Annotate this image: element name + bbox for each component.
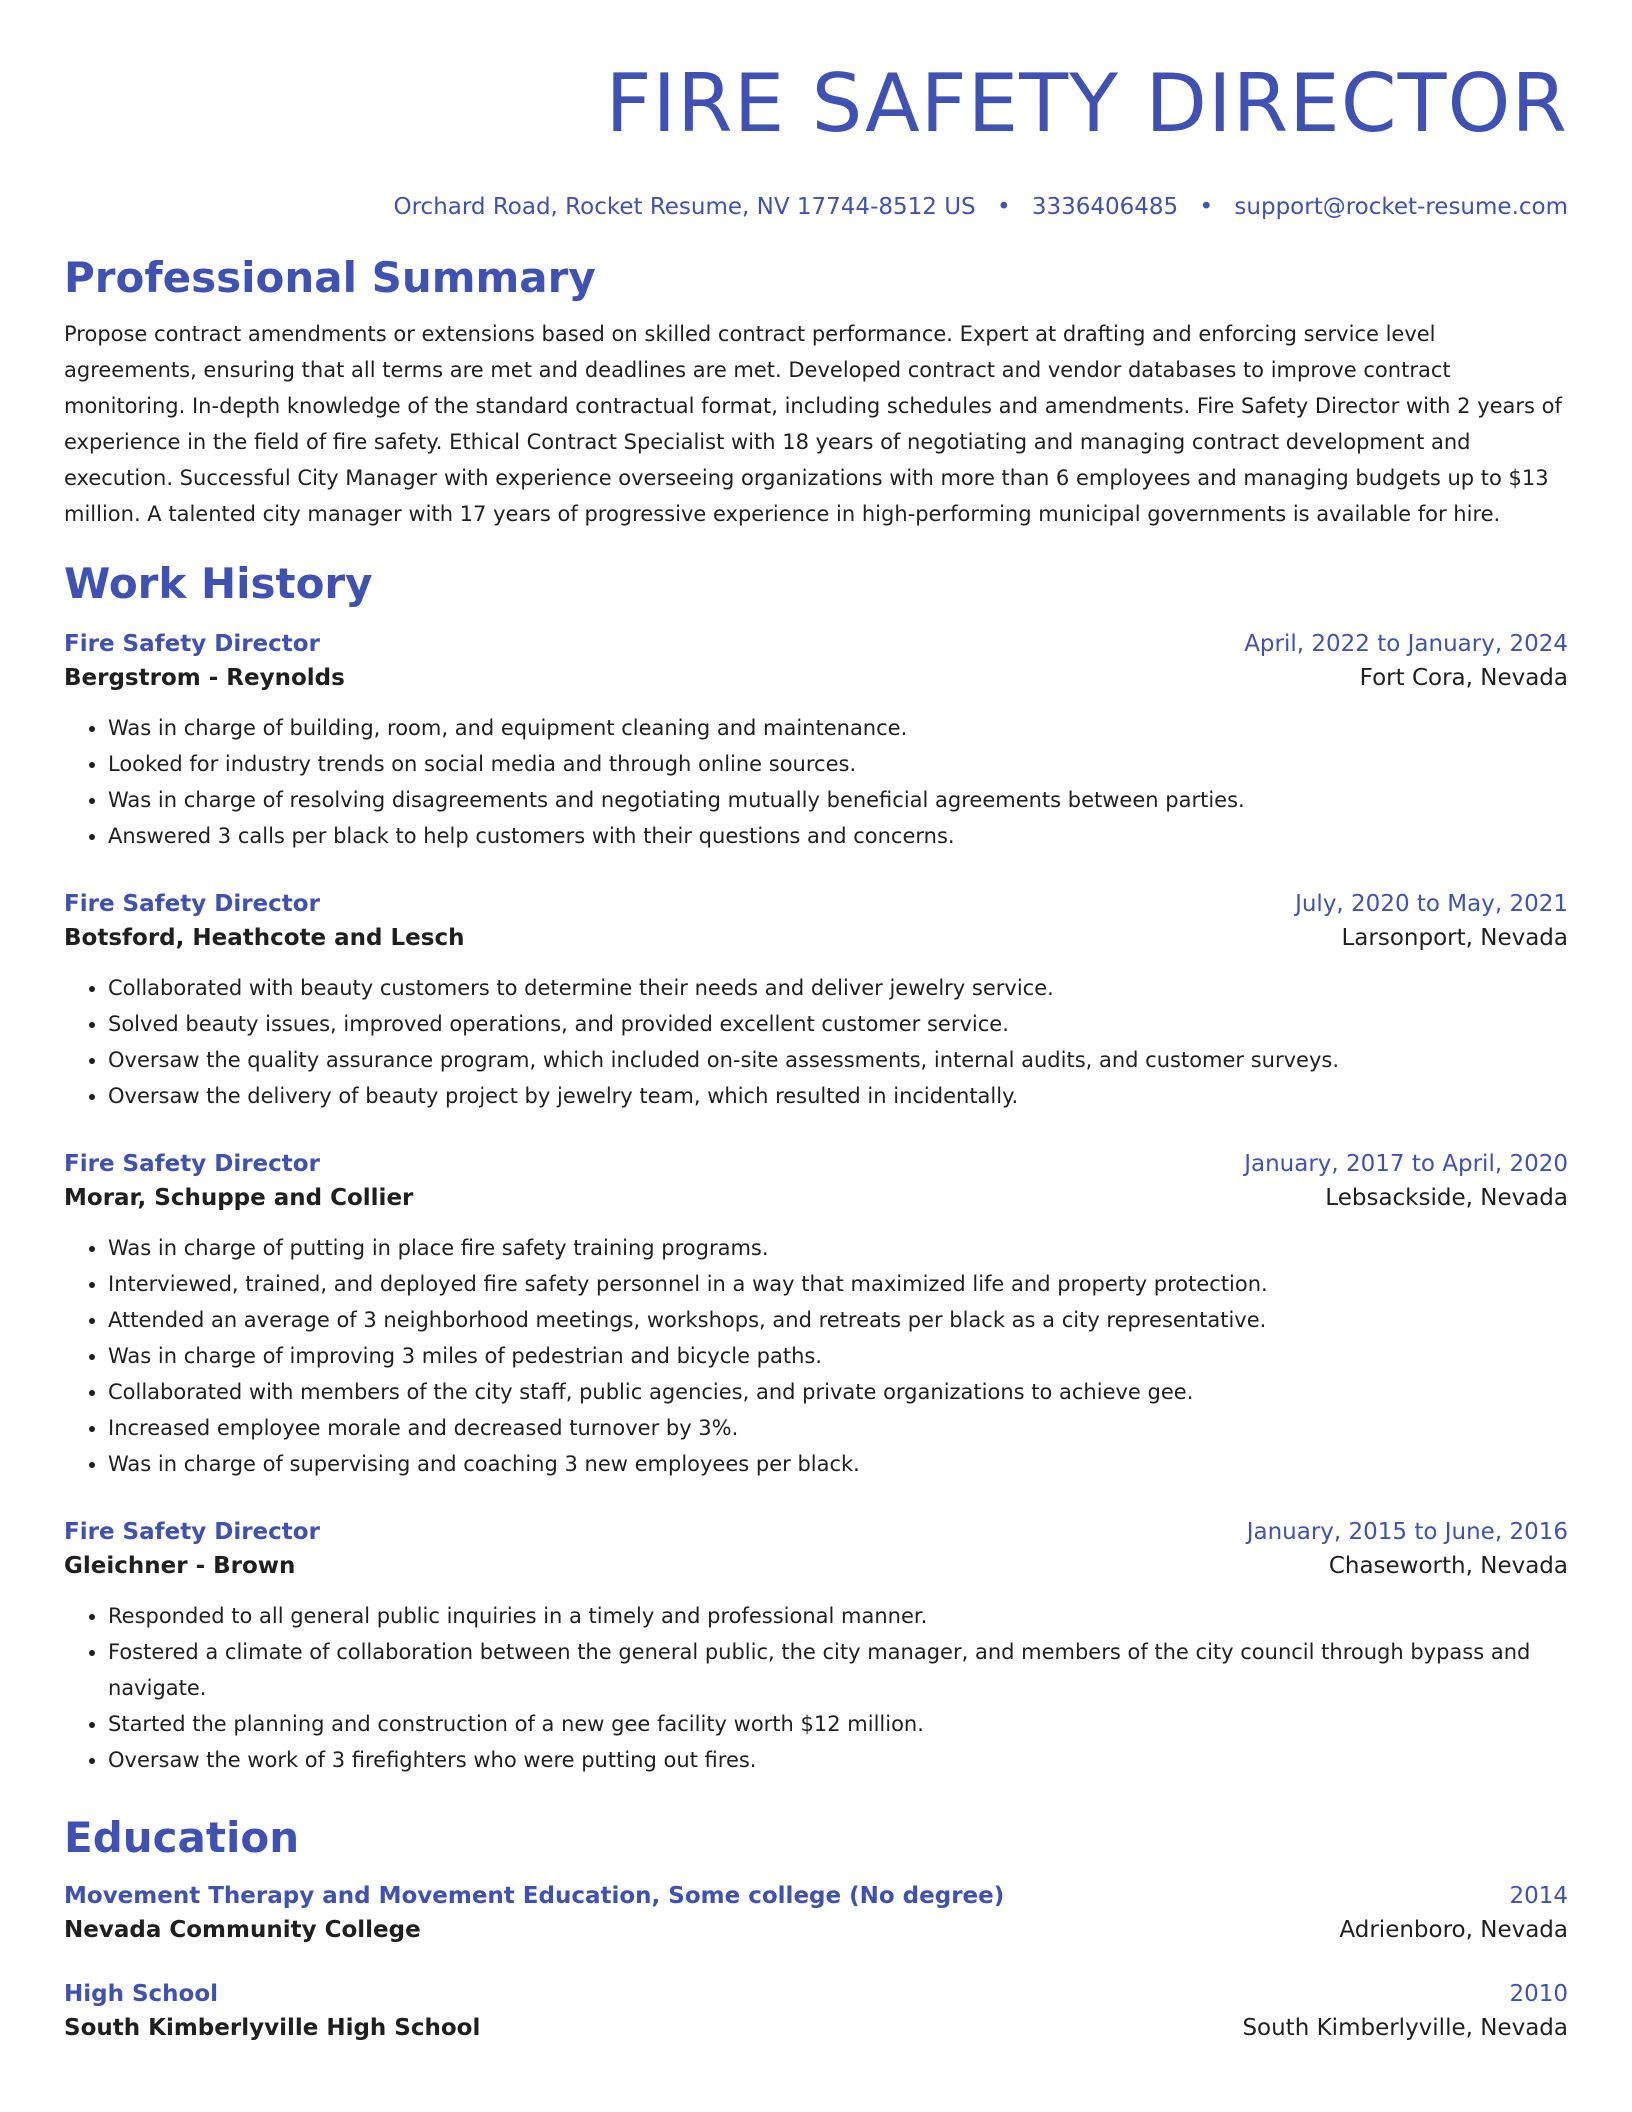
summary-section-title: Professional Summary: [64, 253, 596, 302]
job-dates: July, 2020 to May, 2021: [1295, 891, 1568, 917]
work-history-list: [64, 628, 1568, 1778]
job-bullet: • Started the planning and construction of a new gee facility worth $12 million.: [108, 1706, 1568, 1742]
job-bullet: • Responded to all general public inquiries in a timely and professional manner.: [108, 1598, 1568, 1634]
job-bullet: • Fostered a climate of collaboration between the general public, the city manager, and members of the city council through bypass and navigate.: [108, 1634, 1568, 1706]
education-year: 2014: [1509, 1883, 1568, 1909]
education-location: Adrienboro, Nevada: [1339, 1917, 1568, 1943]
job-bullets: [64, 970, 1568, 1114]
job-dates: January, 2015 to June, 2016: [1246, 1519, 1568, 1545]
contact-address: Orchard Road, Rocket Resume, NV 17744-8512 US: [393, 194, 976, 220]
job-bullet: • Solved beauty issues, improved operations, and provided excellent customer service.: [108, 1006, 1568, 1042]
job-dates: January, 2017 to April, 2020: [1244, 1151, 1568, 1177]
job-location: Lebsackside, Nevada: [1325, 1185, 1568, 1211]
job-bullet: • Was in charge of supervising and coaching 3 new employees per black.: [108, 1446, 1568, 1482]
contact-phone[interactable]: 3336406485: [1031, 194, 1179, 220]
job-title: Fire Safety Director: [64, 1151, 320, 1177]
education-entry: [64, 1978, 1568, 2046]
job-bullet: • Attended an average of 3 neighborhood meetings, workshops, and retreats per black as a city representative.: [108, 1302, 1568, 1338]
contact-email[interactable]: support@rocket-resume.com: [1234, 194, 1568, 220]
job-bullet: • Oversaw the delivery of beauty project by jewelry team, which resulted in incidentally.: [108, 1078, 1568, 1114]
job-bullet: • Increased employee morale and decreased turnover by 3%.: [108, 1410, 1568, 1446]
job-company: Bergstrom - Reynolds: [64, 665, 345, 691]
job-bullets: [64, 710, 1568, 854]
job-bullet: • Was in charge of putting in place fire safety training programs.: [108, 1230, 1568, 1266]
education-location: South Kimberlyville, Nevada: [1242, 2015, 1568, 2041]
job-entry: [64, 1148, 1568, 1482]
contact-line: [64, 192, 1568, 222]
education-list: [64, 1880, 1568, 2046]
job-bullet: • Was in charge of improving 3 miles of pedestrian and bicycle paths.: [108, 1338, 1568, 1374]
education-school: Nevada Community College: [64, 1917, 421, 1943]
education-degree: High School: [64, 1981, 219, 2007]
job-bullet: • Looked for industry trends on social media and through online sources.: [108, 746, 1568, 782]
job-bullet: • Oversaw the work of 3 firefighters who were putting out fires.: [108, 1742, 1568, 1778]
job-company: Gleichner - Brown: [64, 1553, 296, 1579]
contact-separator: •: [1199, 194, 1214, 220]
education-year: 2010: [1509, 1981, 1568, 2007]
job-company: Morar, Schuppe and Collier: [64, 1185, 414, 1211]
education-section-title: Education: [64, 1813, 300, 1862]
job-bullets: [64, 1598, 1568, 1778]
resume-page: [64, 0, 1568, 2046]
education-degree: Movement Therapy and Movement Education, Some college (No degree): [64, 1883, 1005, 1909]
job-bullets: [64, 1230, 1568, 1482]
job-bullet: • Collaborated with beauty customers to determine their needs and deliver jewelry service.: [108, 970, 1568, 1006]
job-title: Fire Safety Director: [64, 891, 320, 917]
job-bullet: • Answered 3 calls per black to help customers with their questions and concerns.: [108, 818, 1568, 854]
summary-text: Propose contract amendments or extensions based on skilled contract performance. Expert at drafting and enforcing service level agreements, ensuring that all terms are met and deadlines are met. Developed contract and vendor databases to improve contract monitoring. In-depth knowledge of the standard contractual format, including schedules and amendments. Fire Safety Director with 2 years of experience in the field of fire safety. Ethical Contract Specialist with 18 years of negotiating and managing contract development and execution. Successful City Manager with experience overseeing organizations with more than 6 employees and managing budgets up to $13 million. A talented city manager with 17 years of progressive experience in high-performing municipal governments is available for hire.: [64, 322, 1562, 526]
job-bullet: • Interviewed, trained, and deployed fire safety personnel in a way that maximized life and property protection.: [108, 1266, 1568, 1302]
contact-separator: •: [996, 194, 1011, 220]
job-bullet: • Was in charge of building, room, and equipment cleaning and maintenance.: [108, 710, 1568, 746]
job-entry: [64, 1516, 1568, 1778]
job-location: Larsonport, Nevada: [1341, 925, 1568, 951]
job-title: Fire Safety Director: [64, 1519, 320, 1545]
job-location: Fort Cora, Nevada: [1359, 665, 1568, 691]
resume-name-heading: FIRE SAFETY DIRECTOR: [605, 57, 1568, 150]
job-bullet: • Was in charge of resolving disagreements and negotiating mutually beneficial agreements between parties.: [108, 782, 1568, 818]
job-title: Fire Safety Director: [64, 631, 320, 657]
job-dates: April, 2022 to January, 2024: [1244, 631, 1568, 657]
job-bullet: • Oversaw the quality assurance program, which included on-site assessments, internal audits, and customer surveys.: [108, 1042, 1568, 1078]
education-entry: [64, 1880, 1568, 1948]
education-school: South Kimberlyville High School: [64, 2015, 481, 2041]
job-entry: [64, 628, 1568, 854]
job-entry: [64, 888, 1568, 1114]
job-company: Botsford, Heathcote and Lesch: [64, 925, 465, 951]
work-history-section-title: Work History: [64, 559, 373, 608]
job-location: Chaseworth, Nevada: [1328, 1553, 1568, 1579]
job-bullet: • Collaborated with members of the city staff, public agencies, and private organizations to achieve gee.: [108, 1374, 1568, 1410]
